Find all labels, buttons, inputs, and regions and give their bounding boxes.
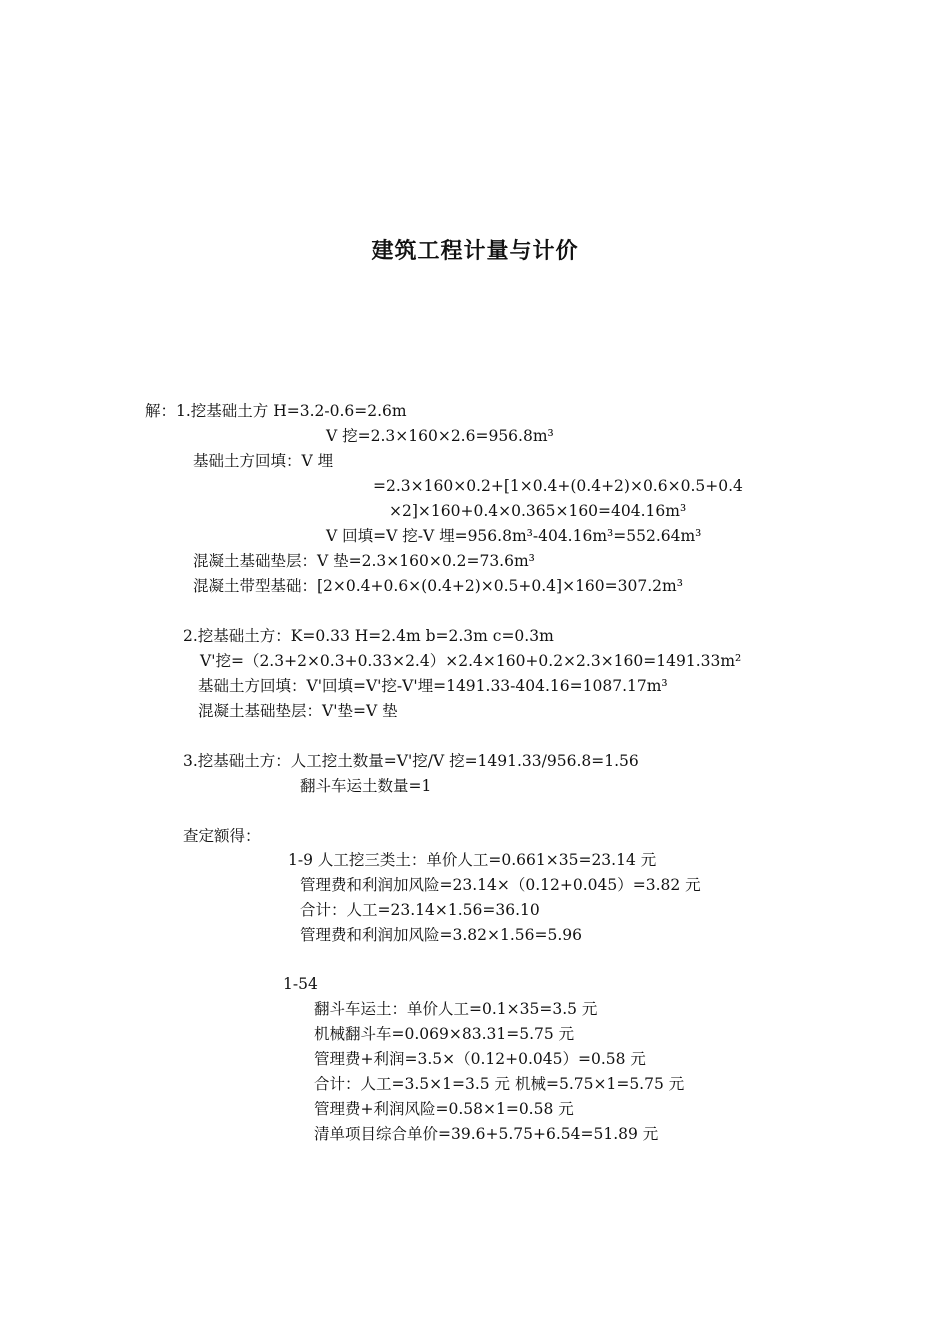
text-line: 查定额得： xyxy=(183,827,261,845)
text-line: 合计：人工=23.14×1.56=36.10 xyxy=(300,901,540,919)
text-line: 1-9 人工挖三类土：单价人工=0.661×35=23.14 元 xyxy=(288,851,657,869)
text-line: 机械翻斗车=0.069×83.31=5.75 元 xyxy=(314,1025,575,1043)
text-line: 管理费+利润风险=0.58×1=0.58 元 xyxy=(314,1100,574,1118)
text-line: V 回填=V 挖-V 埋=956.8m³-404.16m³=552.64m³ xyxy=(326,527,702,545)
text-line: 管理费和利润加风险=23.14×（0.12+0.045）=3.82 元 xyxy=(300,876,701,894)
text-line: V'挖=（2.3+2×0.3+0.33×2.4）×2.4×160+0.2×2.3×160=1491.33m² xyxy=(200,652,742,670)
text-line: 管理费+利润=3.5×（0.12+0.045）=0.58 元 xyxy=(314,1050,646,1068)
page-title: 建筑工程计量与计价 xyxy=(371,238,579,264)
text-line: =2.3×160×0.2+[1×0.4+(0.4+2)×0.6×0.5+0.4 xyxy=(373,477,743,495)
text-line: 解：1.挖基础土方 H=3.2-0.6=2.6m xyxy=(145,402,407,420)
text-line: 管理费和利润加风险=3.82×1.56=5.96 xyxy=(300,926,582,944)
text-line: 混凝土带型基础：[2×0.4+0.6×(0.4+2)×0.5+0.4]×160=307.2m³ xyxy=(193,577,683,595)
text-line: 翻斗车运土：单价人工=0.1×35=3.5 元 xyxy=(314,1000,598,1018)
text-line: 基础土方回填：V'回填=V'挖-V'埋=1491.33-404.16=1087.17m³ xyxy=(198,677,668,695)
text-line: 基础土方回填：V 埋 xyxy=(193,452,334,470)
text-line: 2.挖基础土方：K=0.33 H=2.4m b=2.3m c=0.3m xyxy=(183,627,554,645)
text-line: 清单项目综合单价=39.6+5.75+6.54=51.89 元 xyxy=(314,1125,659,1143)
text-line: 1-54 xyxy=(283,975,318,993)
text-line: 混凝土基础垫层：V'垫=V 垫 xyxy=(198,702,398,720)
text-line: 合计：人工=3.5×1=3.5 元 机械=5.75×1=5.75 元 xyxy=(314,1075,685,1093)
text-line: V 挖=2.3×160×2.6=956.8m³ xyxy=(326,427,554,445)
text-line: ×2]×160+0.4×0.365×160=404.16m³ xyxy=(389,502,687,520)
text-line: 翻斗车运土数量=1 xyxy=(300,777,432,795)
text-line: 混凝土基础垫层：V 垫=2.3×160×0.2=73.6m³ xyxy=(193,552,535,570)
text-line: 3.挖基础土方：人工挖土数量=V'挖/V 挖=1491.33/956.8=1.56 xyxy=(183,752,639,770)
